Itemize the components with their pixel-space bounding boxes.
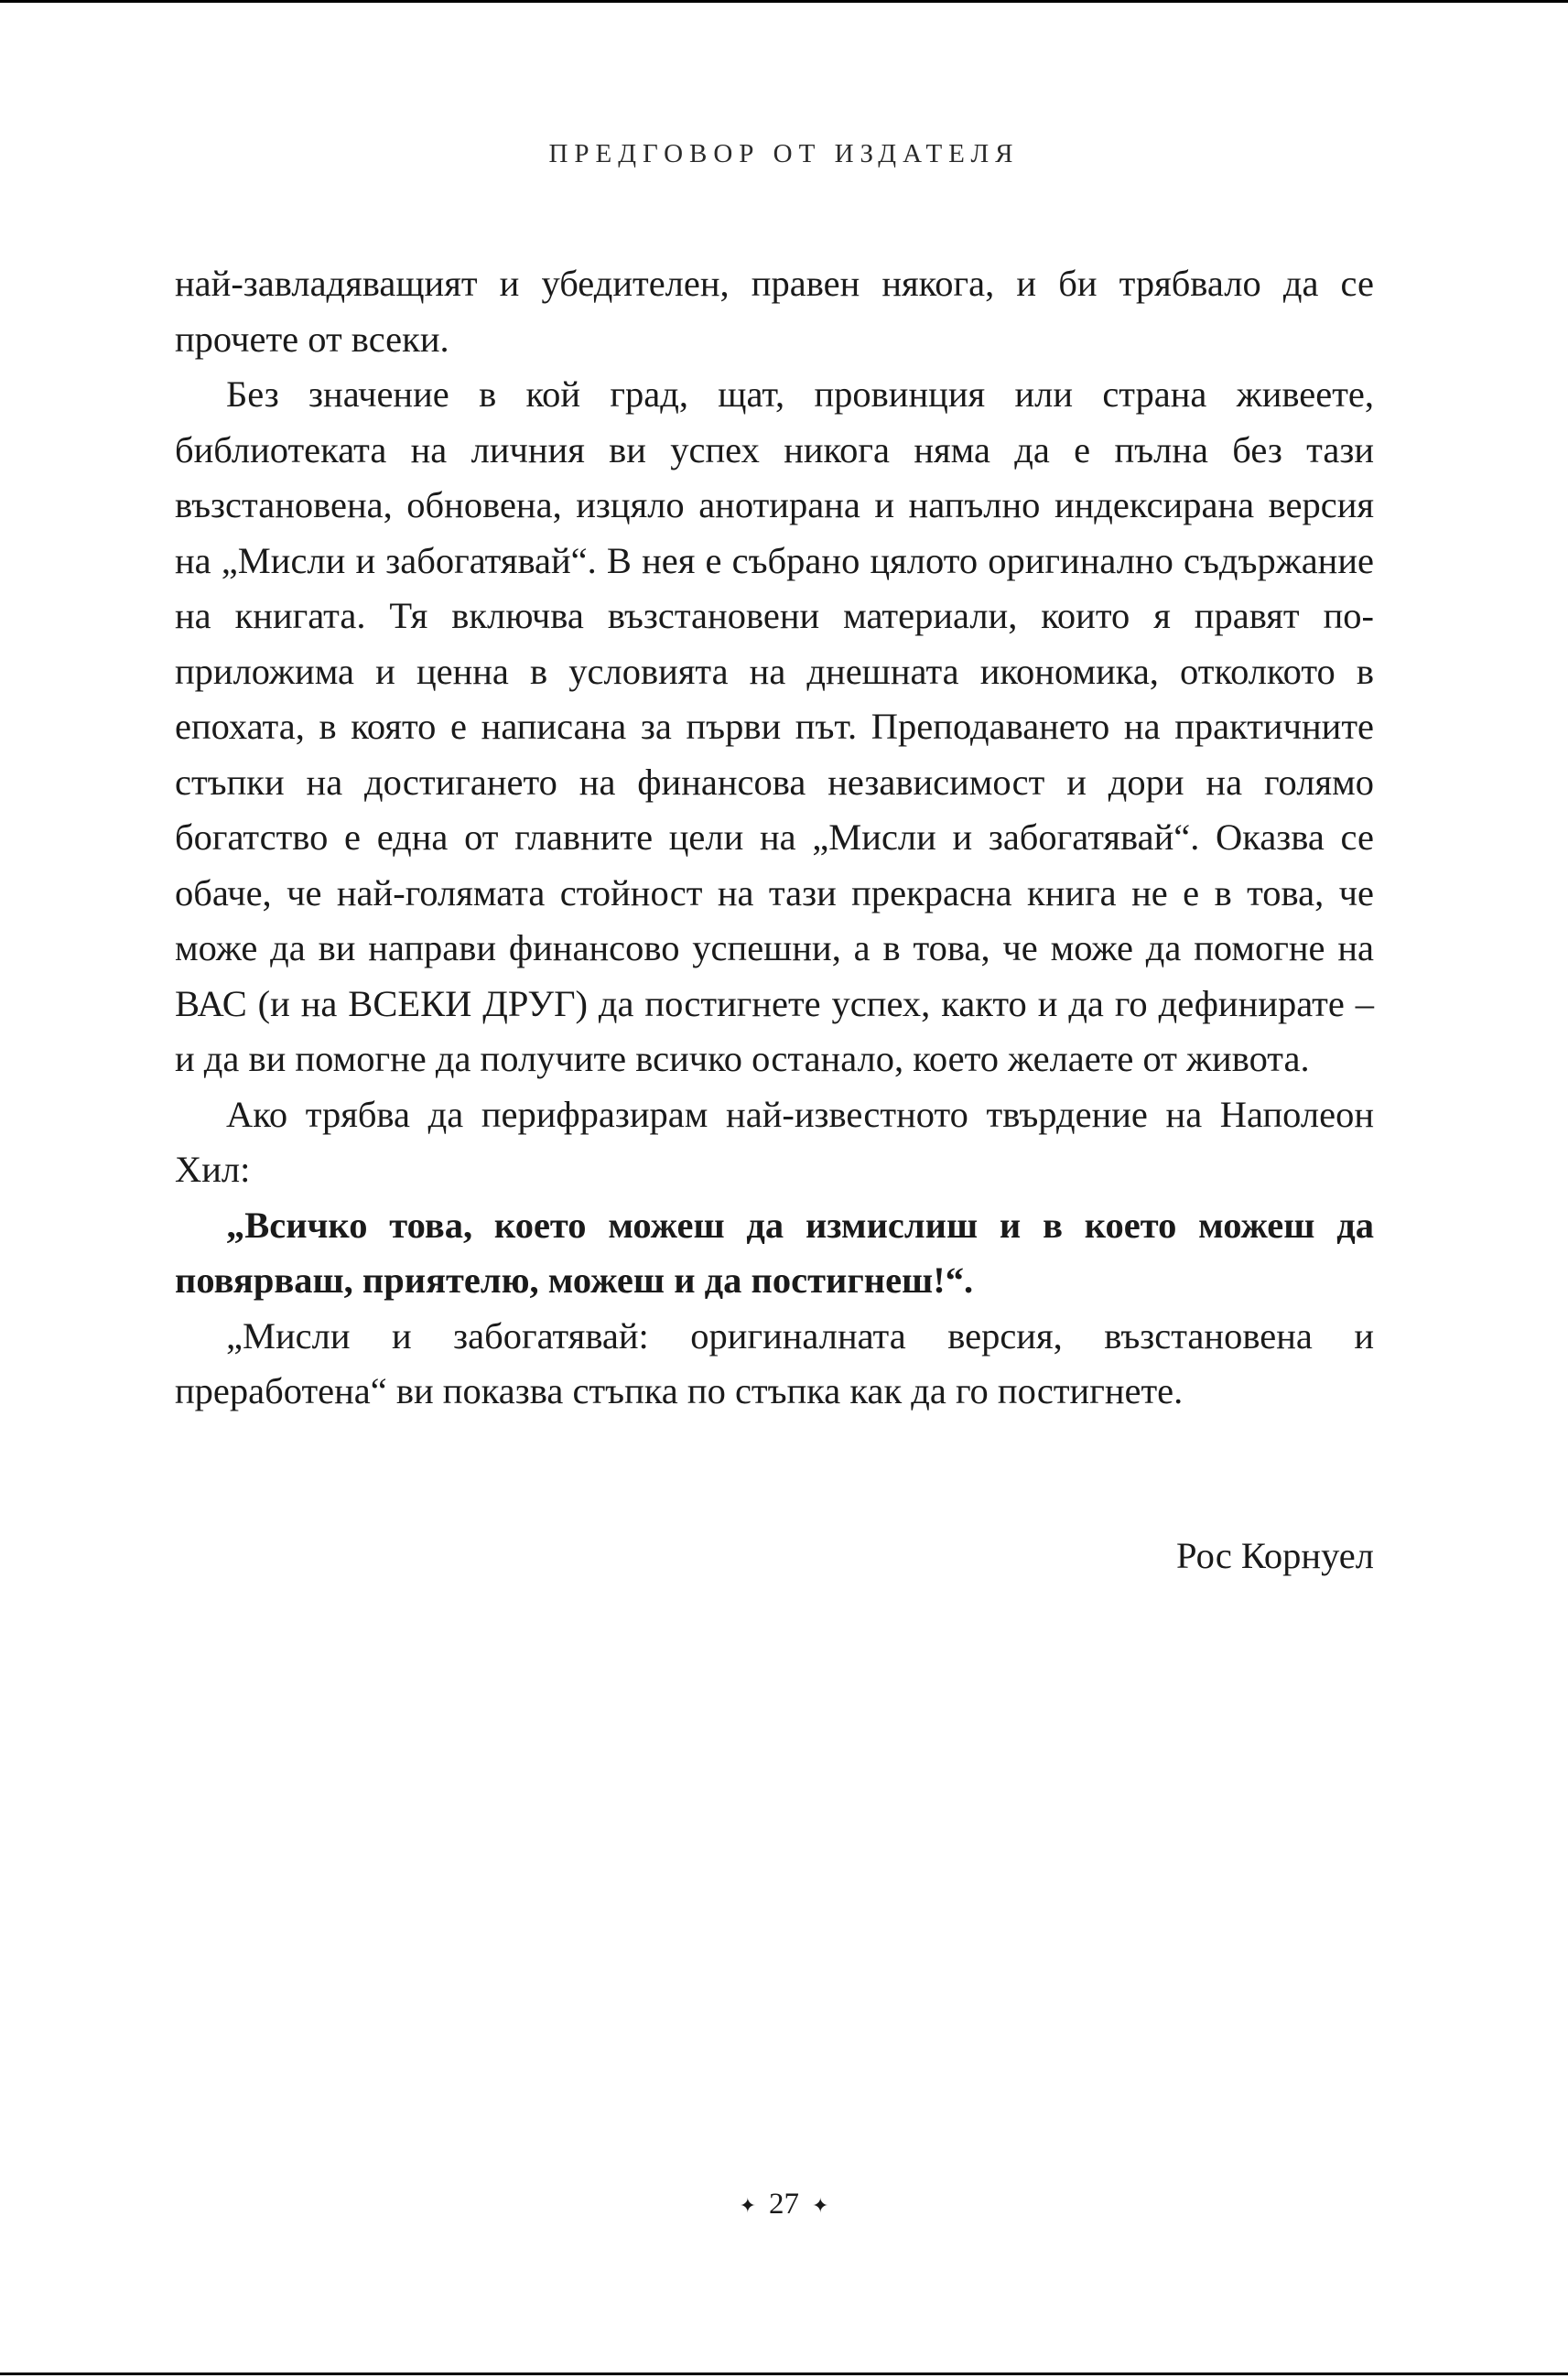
page-footer (0, 2186, 1568, 2224)
body-text (175, 256, 1374, 1420)
ornament-icon: ✦ (739, 2194, 756, 2218)
ornament-icon: ✦ (812, 2194, 829, 2218)
paragraph-library: Без значение в кой град, щат, провинция или страна живеете, библиотеката на личния ви успех никога няма да е пълна без тази възстановена, обновена, изцяло анотирана и напълно индексирана версия на „Мисли и забогатявай“. В нея е събрано цялото оригинално съдържание на книгата. Тя включва възстановени материали, които я правят по-приложима и ценна в условията на днешната икономика, отколкото в епохата, в която е написана за първи път. Преподаването на практичните стъпки на достигането на финансова независимост и дори на голямо богатство е една от главните цели на „Мисли и забогатявай“. Оказва се обаче, че най-голямата стойност на тази прекрасна книга не е в това, че може да ви направи финансово успешни, а в това, че може да помогне на ВАС (и на ВСЕКИ ДРУГ) да постигнете успех, както и да го дефинирате – и да ви помогне да получите всичко останало, което желаете от живота. (175, 373, 1374, 1079)
running-header: ПРЕДГОВОР ОТ ИЗДАТЕЛЯ (548, 139, 1020, 168)
paragraph-closing: „Мисли и забогатявай: оригиналната версия, възстановена и преработена“ ви показва стъпка по стъпка как да го постигнете. (175, 1314, 1374, 1411)
paragraph-paraphrase-intro: Ако трябва да перифразирам най-известното твърдение на Наполеон Хил: (175, 1093, 1374, 1190)
napoleon-hill-quote: „Всичко това, което можеш да измислиш и в което можеш да повярваш, приятелю, можеш и да постигнеш!“. (175, 1204, 1374, 1301)
paragraph-continuation: най-завладяващият и убедителен, правен някога, и би трябвало да се прочете от всеки. (175, 263, 1374, 360)
page-number: 27 (769, 2188, 799, 2221)
page-bottom-rule (0, 2373, 1568, 2375)
page-top-rule (0, 0, 1568, 3)
signature: Рос Корнуел (1176, 1535, 1374, 1576)
